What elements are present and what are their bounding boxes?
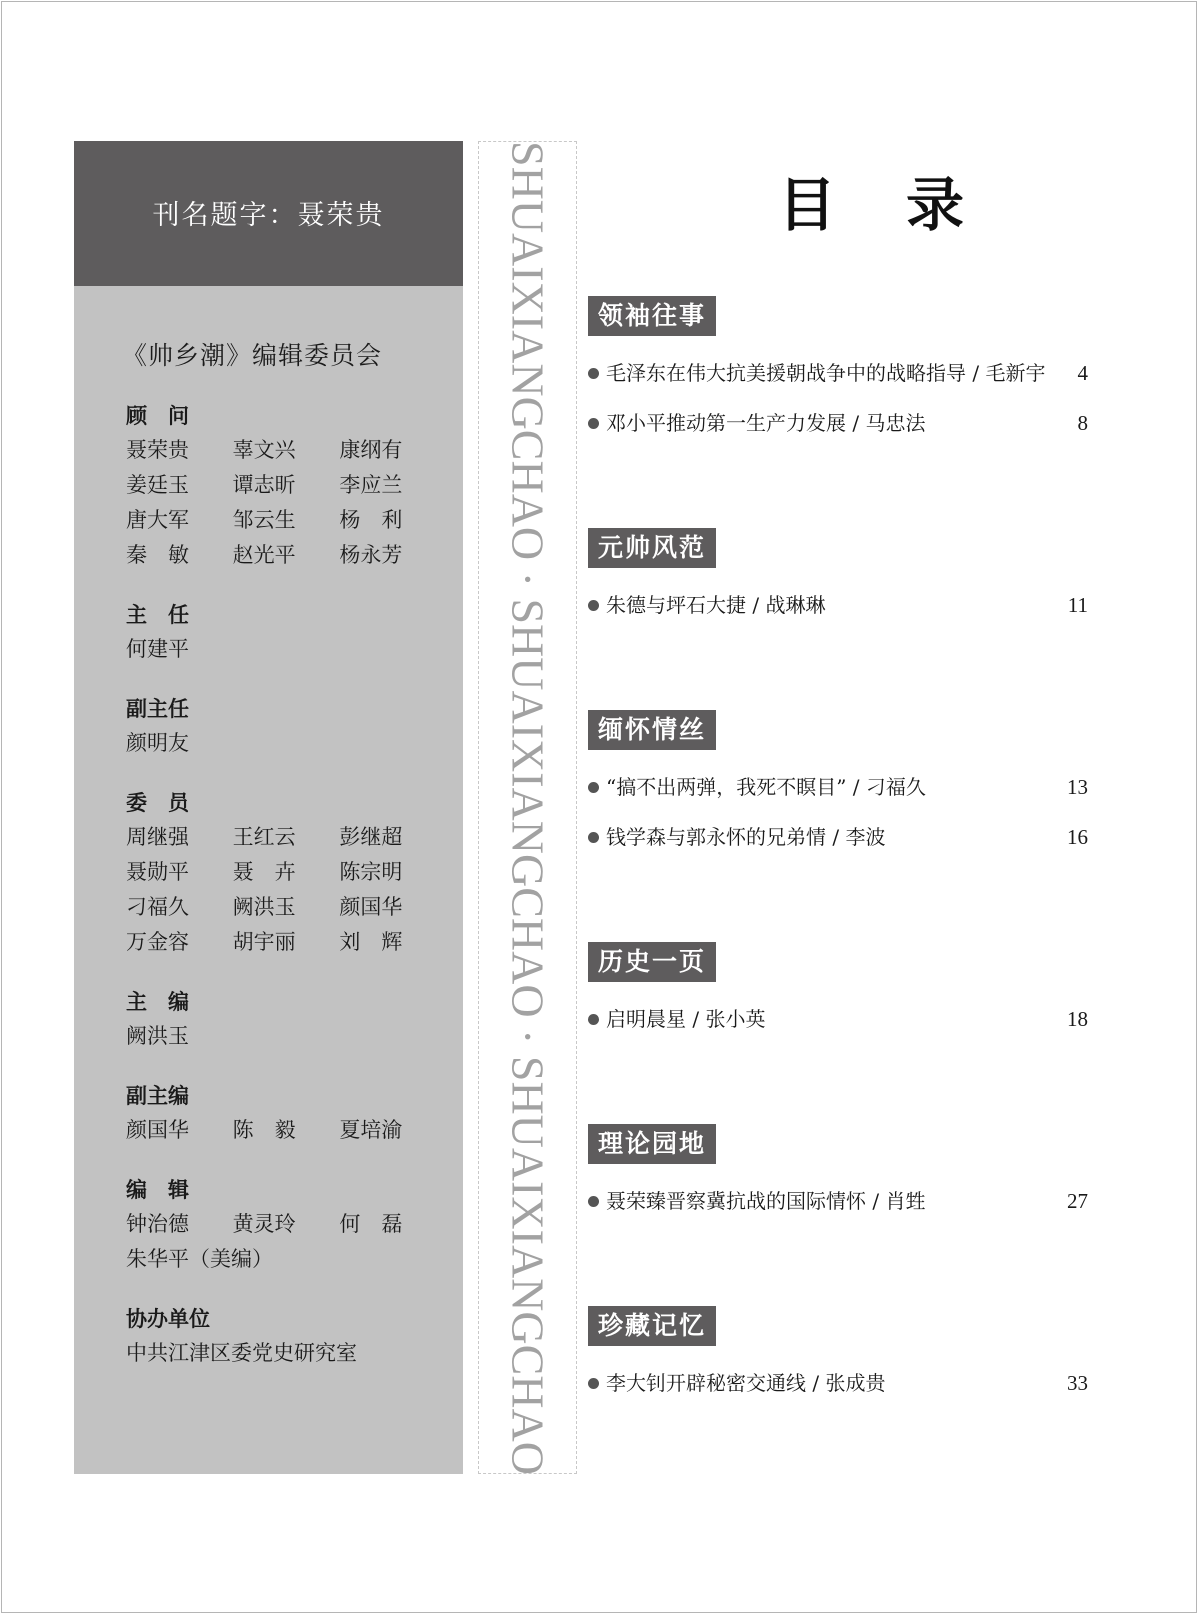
names-row [126,820,446,855]
bullet-icon [588,368,599,379]
bullet-icon [588,600,599,611]
entry-page-number: 27 [1067,1189,1088,1213]
member-name: 王红云 [232,825,296,849]
calligraphy-credit-header [74,141,463,286]
names-row [126,503,446,538]
entry-page-number: 13 [1067,775,1088,799]
credit-section [126,1173,446,1277]
toc-title: 目录 [778,171,1035,239]
member-name: 钟治德 [126,1212,189,1236]
toc-entry[interactable] [588,812,1088,862]
entry-page-number: 8 [1077,411,1088,435]
bullet-icon [588,418,599,429]
names-row [126,1242,446,1277]
credit-section [126,1302,446,1371]
entry-page-number: 16 [1067,825,1088,849]
names-row [126,726,446,761]
toc-section [588,710,1088,862]
names-row [126,433,446,468]
section-label: 理论园地 [588,1124,716,1164]
role-title: 副主编 [126,1084,189,1108]
entry-title: 毛泽东在伟大抗美援朝战争中的战略指导 / 毛新宇 [606,361,1046,385]
entry-page-number: 33 [1067,1371,1088,1395]
credit-section [126,786,446,960]
names-row [126,1336,446,1371]
member-name: 陈 毅 [232,1118,296,1142]
member-name: 谭志昕 [232,473,296,497]
names-row [126,468,446,503]
bullet-icon [588,1014,599,1025]
table-of-contents [588,296,1088,1488]
member-name: 何 磊 [339,1212,403,1236]
credits-list [126,399,446,1396]
entry-title: 启明晨星 / 张小英 [606,1007,766,1031]
vertical-title-strip [478,141,577,1474]
member-name: 刁福久 [126,895,189,919]
toc-section [588,528,1088,630]
member-name: 辜文兴 [232,438,296,462]
bullet-icon [588,1378,599,1389]
credit-section [126,399,446,573]
member-name: 杨永芳 [339,543,403,567]
calligraphy-credit: 刊名题字：聂荣贵 [152,200,385,231]
toc-entry[interactable] [588,762,1088,812]
entry-title: 钱学森与郭永怀的兄弟情 / 李波 [606,825,886,849]
member-name: 秦 敏 [126,543,189,567]
editorial-board-panel [74,141,463,1474]
member-name: 邹云生 [232,508,296,532]
member-name: 李应兰 [339,473,403,497]
entry-title: 邓小平推动第一生产力发展 / 马忠法 [606,411,926,435]
member-name: 陈宗明 [339,860,403,884]
committee-title: 《帅乡潮》编辑委员会 [122,341,383,370]
section-label: 元帅风范 [588,528,716,568]
member-name: 万金容 [126,930,189,954]
toc-entry[interactable] [588,580,1088,630]
member-name: 聂 卉 [232,860,296,884]
names-row [126,1207,446,1242]
member-name: 朱华平（美编） [126,1247,273,1271]
entry-page-number: 11 [1067,593,1088,617]
credit-section [126,692,446,761]
toc-entry[interactable] [588,1176,1088,1226]
toc-entry[interactable] [588,1358,1088,1408]
member-name: 周继强 [126,825,189,849]
bullet-icon [588,1196,599,1207]
section-label: 珍藏记忆 [588,1306,716,1346]
member-name: 姜廷玉 [126,473,189,497]
member-name: 唐大军 [126,508,189,532]
member-name: 颜国华 [126,1118,189,1142]
member-name: 阙洪玉 [232,895,296,919]
entry-title: 聂荣臻晋察冀抗战的国际情怀 / 肖甡 [606,1189,926,1213]
entry-title: “搞不出两弹，我死不瞑目” / 刁福久 [606,775,926,799]
member-name: 聂勋平 [126,860,189,884]
credit-section [126,985,446,1054]
role-title: 主 编 [126,990,189,1014]
entry-page-number: 18 [1067,1007,1088,1031]
member-name: 颜国华 [339,895,403,919]
toc-entry[interactable] [588,398,1088,448]
names-row [126,632,446,667]
bullet-icon [588,782,599,793]
toc-entry[interactable] [588,994,1088,1044]
names-row [126,1019,446,1054]
toc-section [588,1124,1088,1226]
names-row [126,538,446,573]
credit-section [126,1079,446,1148]
section-label: 历史一页 [588,942,716,982]
toc-section [588,942,1088,1044]
names-row [126,890,446,925]
member-name: 赵光平 [232,543,296,567]
member-name: 彭继超 [339,825,403,849]
bullet-icon [588,832,599,843]
entry-title: 朱德与坪石大捷 / 战琳琳 [606,593,826,617]
member-name: 颜明友 [126,731,189,755]
member-name: 夏培渝 [339,1118,403,1142]
role-title: 副主任 [126,697,189,721]
member-name: 中共江津区委党史研究室 [126,1341,357,1365]
role-title: 协办单位 [126,1307,210,1331]
entry-page-number: 4 [1077,361,1088,385]
toc-section [588,1306,1088,1408]
role-title: 主 任 [126,603,189,627]
vertical-title-text: SHUAIXIANGCHAO · SHUAIXIANGCHAO · SHUAIXIANGCHAO [502,140,553,1475]
entry-title: 李大钊开辟秘密交通线 / 张成贵 [606,1371,886,1395]
member-name: 刘 辉 [339,930,403,954]
member-name: 聂荣贵 [126,438,189,462]
member-name: 何建平 [126,637,189,661]
names-row [126,855,446,890]
member-name: 康纲有 [339,438,403,462]
role-title: 顾 问 [126,404,189,428]
member-name: 阙洪玉 [126,1024,189,1048]
member-name: 胡宇丽 [232,930,296,954]
member-name: 黄灵玲 [232,1212,296,1236]
toc-section [588,296,1088,448]
names-row [126,925,446,960]
role-title: 委 员 [126,791,189,815]
member-name: 杨 利 [339,508,403,532]
toc-entry[interactable] [588,348,1088,398]
section-label: 领袖往事 [588,296,716,336]
names-row [126,1113,446,1148]
role-title: 编 辑 [126,1178,189,1202]
section-label: 缅怀情丝 [588,710,716,750]
credit-section [126,598,446,667]
